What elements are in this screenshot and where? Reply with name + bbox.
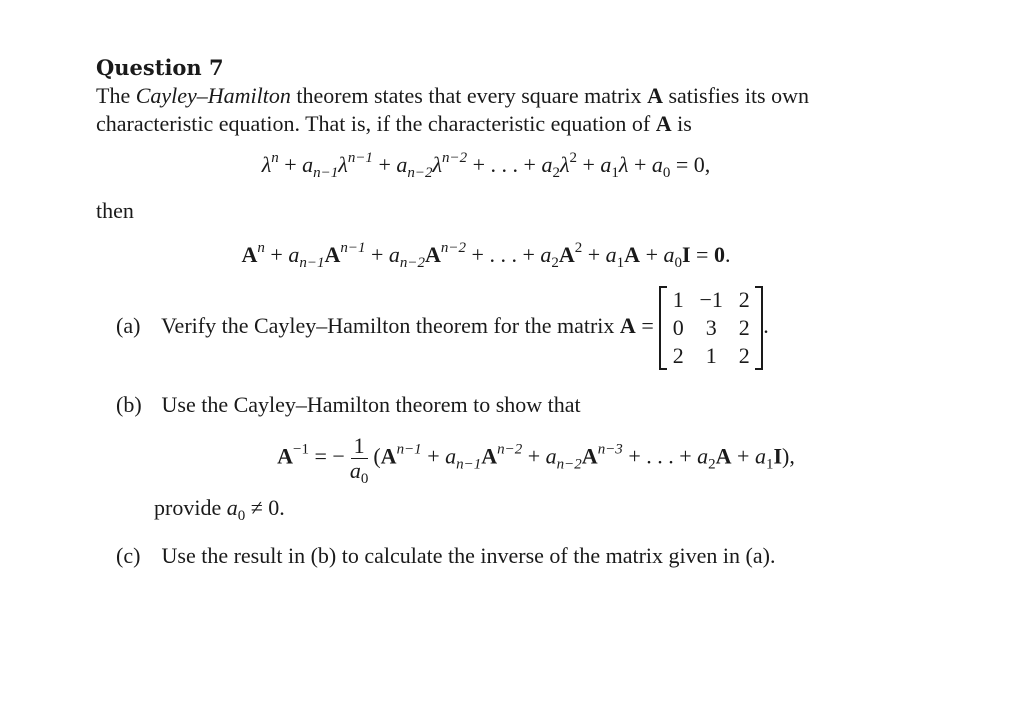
matrix-equation: $A^n + a_{n-1}A^{n-1} + a_{n-2}A^{n-2}$ + . . . + $a_2A^2 + a_1A + a_0I = 0$. — [241, 240, 731, 271]
part-a-matrix-symbol: A — [619, 313, 636, 339]
question-title: Question 7 — [96, 55, 224, 80]
matrix-cell: 2 — [738, 343, 750, 368]
part-c — [116, 543, 916, 569]
provide-text: provide — [154, 495, 222, 520]
intro-rest-1: theorem states that every square matrix — [296, 83, 642, 108]
intro-line2-b: is — [677, 111, 692, 136]
intro-the: The — [96, 83, 131, 108]
intro-paragraph — [96, 82, 896, 138]
matrix-cell: 2 — [738, 315, 750, 340]
theorem-name: Cayley–Hamilton — [135, 83, 291, 108]
matrix-cell: −1 — [699, 287, 723, 312]
part-c-label: (c) — [116, 543, 141, 568]
part-a: (a) Verify the Cayley–Hamilton theorem for the matrix A = 1 −1 2 0 3 2 2 1 2 . — [116, 287, 769, 368]
fraction: $\frac{1}{a_0}$ — [349, 433, 369, 487]
part-a-label: (a) — [116, 313, 141, 339]
intro-rest-2: satisfies its — [668, 83, 766, 108]
part-b-text: Use the Cayley–Hamilton theorem to show that — [161, 392, 581, 417]
provide-line: provide $a_0 \ne 0$. — [154, 495, 285, 524]
part-c-text: Use the result in (b) to calculate the inverse of the matrix given in (a). — [161, 543, 776, 568]
matrix-symbol: A — [647, 83, 663, 108]
matrix-cell: 2 — [738, 287, 750, 312]
part-a-text: Verify the Cayley–Hamilton theorem for the matrix — [161, 313, 615, 339]
matrix-cell: 1 — [705, 343, 717, 368]
characteristic-equation: $\lambda^n + a_{n-1}\lambda^{n-1} + a_{n-2}\lambda^{n-2}$ + . . . + $a_2\lambda^2 + a_1\lambda + a_0 = 0$, — [261, 150, 711, 181]
matrix-cell: 0 — [672, 315, 684, 340]
matrix-cell: 3 — [705, 315, 717, 340]
part-b-label: (b) — [116, 392, 142, 417]
inverse-formula: $A^{-1}$ = − $\frac{1}{a_0}$ ($A^{n-1} + a_{n-1}A^{n-2} + a_{n-2}A^{n-3}$ + . . . + $a_2A + a_1I$), — [277, 433, 795, 487]
matrix-grid — [659, 286, 763, 370]
matrix-cell: 1 — [672, 287, 684, 312]
intro-line2-a: own characteristic equation. That is, if the characteristic equation of — [96, 83, 810, 136]
matrix-a — [659, 286, 763, 370]
question-document — [96, 54, 916, 569]
matrix-symbol-2: A — [655, 111, 672, 136]
matrix-cell: 2 — [672, 343, 684, 368]
then-text: then — [96, 198, 134, 223]
part-b — [116, 392, 916, 418]
